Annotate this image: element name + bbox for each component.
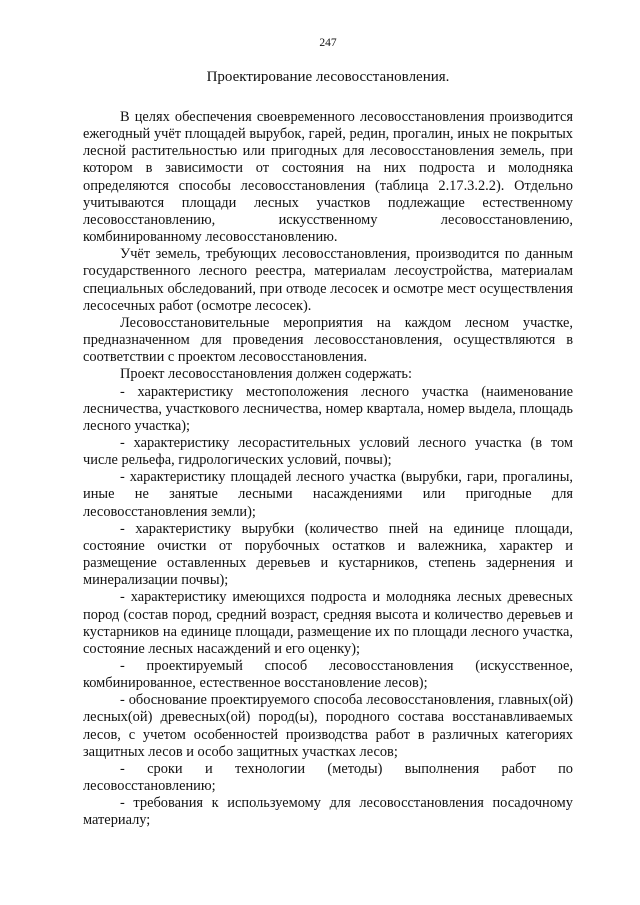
paragraph: Проект лесовосстановления должен содержать: [120,366,412,383]
paragraph: Лесовосстановительные мероприятия на каждом лесном участке, предназначенном для проведения лесовосстановления, осуществляются в соответствии с проектом лесовосстановления. [83,314,573,366]
list-item: - характеристику местоположения лесного участка (наименование лесничества, участкового лесничества, номер квартала, номер выдела, площадь лесного участка); [83,383,573,434]
document-body [83,109,573,830]
list-item: - требования к используемому для лесовосстановления посадочному материалу; [83,795,573,829]
paragraph: В целях обеспечения своевременного лесовосстановления производится ежегодный учёт площадей вырубок, гарей, редин, прогалин, иных не покрытых лесной растительностью или пригодных для лесовосстановления земель, при котором в зависимости от состояния на них подроста и молодняка определяются способы лесовосстановления (таблица 2.17.3.2.2). Отдельно учитываются площади лесных участков подлежащие естественному лесовосстановлению, искусственному лесовосстановлению, комбинированному лесовосстановлению. [83,109,573,246]
list-item: - сроки и технологии (методы) выполнения работ по лесовосстановлению; [83,760,573,795]
list-item: - характеристику имеющихся подроста и молодняка лесных древесных пород (состав пород, средний возраст, средняя высота и количество деревьев и кустарников на единице площади, размещение их по площади лесного участка, состояние лесных насаждений и его оценку); [83,589,573,657]
paragraph: Учёт земель, требующих лесовосстановления, производится по данным государственного лесного реестра, материалам лесоустройства, материалам специальных обследований, при отводе лесосек и осмотре мест осуществления лесосечных работ (осмотре лесосек). [83,246,573,314]
list-item: - характеристику лесорастительных условий лесного участка (в том числе рельефа, гидрологических условий, почвы); [83,434,573,469]
list-item: - характеристику площадей лесного участка (вырубки, гари, прогалины, иные не занятые лесными насаждениями или пригодные для лесовосстановления земли); [83,469,573,520]
section-title: Проектирование лесовосстановления. [206,69,450,85]
page-number: 247 [319,37,337,49]
list-item: - обоснование проектируемого способа лесовосстановления, главных(ой) лесных(ой) древесных(ой) пород(ы), породного состава восстанавливаемых лесов, с учетом особенностей производства работ в различных категориях защитных лесов и особо защитных участках лесов; [83,692,573,760]
list-item: - характеристику вырубки (количество пней на единице площади, состояние очистки от порубочных остатков и валежника, характер и размещение оставленных деревьев и кустарников, степень задернения и минерализации почвы); [83,520,573,589]
list-item: - проектируемый способ лесовосстановления (искусственное, комбинированное, естественное восстановление лесов); [83,658,573,692]
